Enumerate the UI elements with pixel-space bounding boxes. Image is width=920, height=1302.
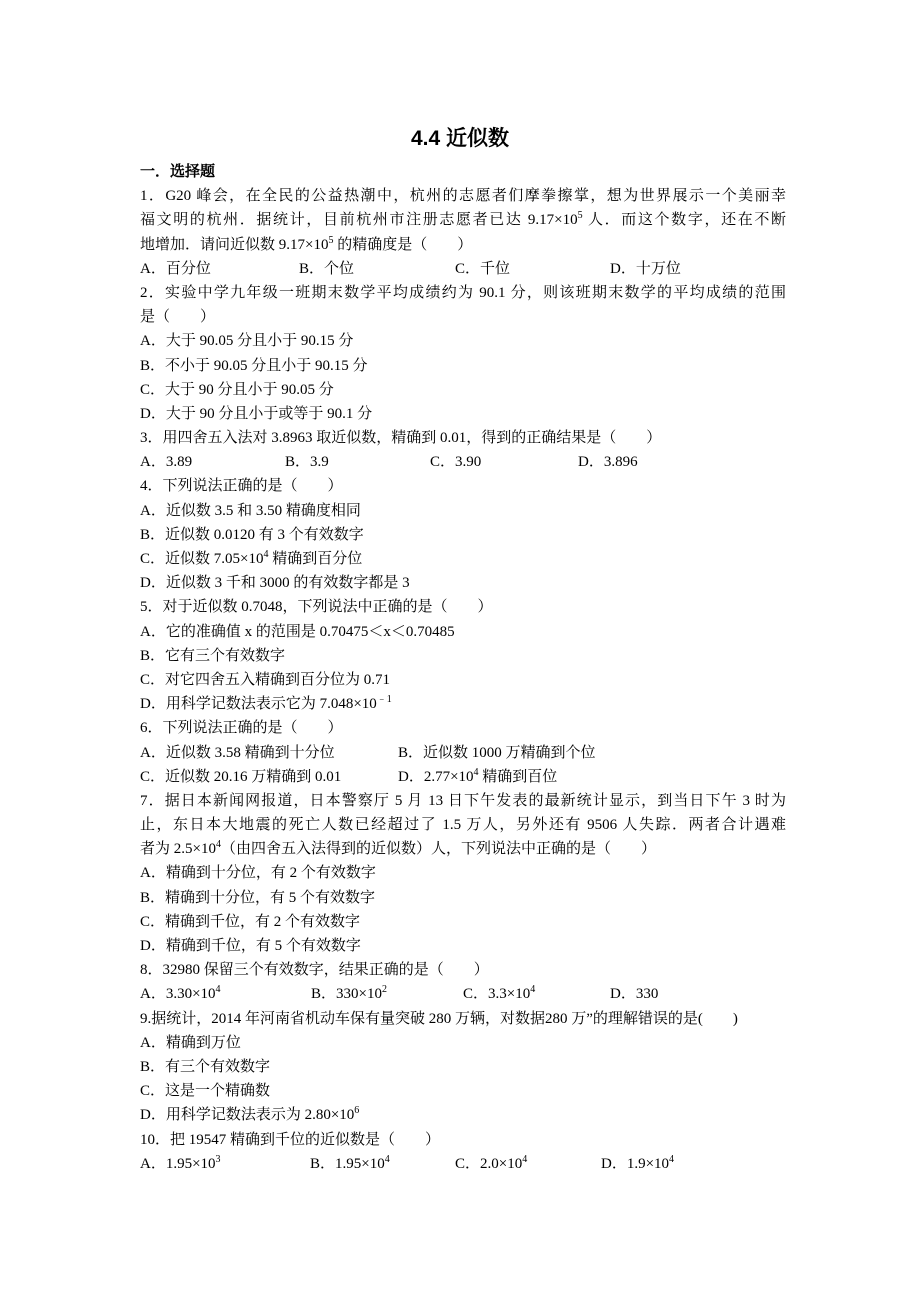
- options-row: [140, 1152, 786, 1176]
- options-row: [140, 741, 786, 765]
- answer-option[interactable]: C．大于 90 分且小于 90.05 分: [140, 381, 334, 398]
- page-title: 4.4 近似数: [410, 127, 510, 150]
- answer-option[interactable]: A．近似数 3.5 和 3.50 精确度相同: [140, 502, 361, 519]
- answer-option[interactable]: A．它的准确值 x 的范围是 0.70475＜x＜0.70485: [140, 623, 455, 640]
- answer-option[interactable]: A．3.89: [140, 454, 193, 471]
- question-stem-line: 5．对于近似数 0.7048，下列说法中正确的是（ ）: [140, 599, 493, 616]
- options-row: [140, 450, 786, 474]
- question-7: [140, 789, 786, 958]
- answer-option[interactable]: C．$2.0\times 10^4$: [455, 1153, 528, 1172]
- answer-option[interactable]: C．近似数 20.16 万精确到 0.01: [140, 768, 342, 785]
- question-4: [140, 474, 786, 595]
- answer-option[interactable]: C．千位: [455, 260, 511, 277]
- superscript: 5: [577, 210, 583, 222]
- answer-option[interactable]: C．精确到千位，有 2 个有效数字: [140, 913, 361, 930]
- answer-option[interactable]: A．精确到万位: [140, 1034, 241, 1051]
- options-row: [140, 765, 786, 789]
- section-heading: 一．选择题: [140, 164, 216, 180]
- question-stem-line: 8．32980 保留三个有效数字，结果正确的是（ ）: [140, 962, 489, 979]
- answer-option[interactable]: D．$2.77\times 10^4$ 精确到百位: [398, 766, 558, 785]
- question-stem-line: 是（ ）: [140, 309, 216, 326]
- answer-option[interactable]: C．$3.3\times 10^4$: [463, 984, 536, 1003]
- answer-option[interactable]: B．近似数 0.0120 有 3 个有效数字: [140, 526, 364, 543]
- question-10: [140, 1128, 786, 1176]
- answer-option[interactable]: B．精确到十分位，有 5 个有效数字: [140, 889, 376, 906]
- answer-option[interactable]: D．3.896: [578, 454, 638, 471]
- question-9: [140, 1007, 786, 1128]
- question-6: [140, 716, 786, 789]
- answer-option[interactable]: C．这是一个精确数: [140, 1083, 271, 1100]
- options-row: [140, 257, 786, 281]
- answer-option[interactable]: A．近似数 3.58 精确到十分位: [140, 744, 335, 761]
- answer-option[interactable]: D．330: [610, 986, 659, 1003]
- question-stem-line: 止，东日本大地震的死亡人数已经超过了 1.5 万人，另外还有 9506 人失踪．两者合计遇难: [140, 817, 786, 834]
- answer-option[interactable]: C．3.90: [430, 454, 482, 471]
- question-stem-line: 6．下列说法正确的是（ ）: [140, 720, 343, 737]
- answer-option[interactable]: C．近似数 $7.05\times 10^4$ 精确到百分位: [140, 549, 363, 567]
- answer-option[interactable]: D．精确到千位，有 5 个有效数字: [140, 938, 361, 954]
- superscript: 5: [328, 234, 334, 246]
- answer-option[interactable]: D．近似数 3 千和 3000 的有效数字都是 3: [140, 575, 410, 592]
- question-stem-line: 者为 $2.5\times 10^4$（由四舍五入法得到的近似数）人，下列说法中正确的是（ ）: [140, 839, 656, 858]
- question-stem-line: 10．把 19547 精确到千位的近似数是（ ）: [140, 1131, 441, 1148]
- question-stem-line: 地增加．请问近似数 $9.17\times 10^5$ 的精确度是（ ）: [140, 234, 473, 253]
- question-stem-line: 3．用四舍五入法对 3.8963 取近似数，精确到 0.01，得到的正确结果是（ ）: [140, 430, 662, 447]
- answer-option[interactable]: B．近似数 1000 万精确到个位: [398, 744, 596, 761]
- superscript: 3: [215, 1153, 221, 1165]
- answer-option[interactable]: D．用科学记数法表示为 $2.80\times 10^6$: [140, 1105, 360, 1124]
- answer-option[interactable]: D．大于 90 分且小于或等于 90.1 分: [140, 405, 373, 422]
- answer-option[interactable]: D．$1.9\times 10^4$: [601, 1153, 675, 1172]
- superscript: 6: [354, 1105, 360, 1117]
- question-list: [140, 160, 786, 1176]
- question-stem-line: 福文明的杭州．据统计，目前杭州市注册志愿者已达 $9.17\times 10^5$ 人．而这个数字，还在不断: [140, 210, 786, 229]
- superscript: 4: [530, 984, 536, 996]
- superscript: 4: [669, 1153, 675, 1165]
- superscript: 4: [263, 549, 269, 560]
- answer-option[interactable]: A．大于 90.05 分且小于 90.15 分: [140, 333, 354, 350]
- superscript: 4: [473, 766, 479, 778]
- superscript: ﹣1: [376, 694, 392, 706]
- answer-option[interactable]: A．$3.30\times 10^4$: [140, 984, 221, 1003]
- superscript: 2: [381, 984, 387, 996]
- answer-option[interactable]: B．3.9: [285, 454, 329, 471]
- superscript: 4: [522, 1153, 528, 1165]
- question-stem-line: 1．G20 峰会，在全民的公益热潮中，杭州的志愿者们摩拳擦掌，想为世界展示一个美丽幸: [140, 188, 786, 205]
- answer-option[interactable]: A．精确到十分位，有 2 个有效数字: [140, 865, 376, 882]
- question-8: [140, 958, 786, 1006]
- answer-option[interactable]: D．十万位: [610, 260, 681, 277]
- options-row: [140, 982, 786, 1006]
- question-stem-line: 7．据日本新闻网报道，日本警察厅 5 月 13 日下午发表的最新统计显示，到当日下午 3 时为: [140, 792, 786, 809]
- superscript: 4: [215, 984, 221, 996]
- question-stem-line: 9.据统计，2014 年河南省机动车保有量突破 280 万辆，对数据280 万”的理解错误的是( ): [140, 1010, 738, 1027]
- question-5: [140, 595, 786, 716]
- question-1: [140, 184, 786, 281]
- answer-option[interactable]: B．$1.95\times 10^4$: [310, 1153, 390, 1172]
- answer-option[interactable]: C．对它四舍五入精确到百分位为 0.71: [140, 671, 391, 688]
- answer-option[interactable]: B．$330\times 10^2$: [311, 984, 387, 1003]
- answer-option[interactable]: D．用科学记数法表示它为 $7.048\times 10^{﹣1}$: [140, 694, 392, 713]
- question-2: [140, 281, 786, 426]
- superscript: 4: [215, 839, 221, 851]
- answer-option[interactable]: A．百分位: [140, 260, 211, 277]
- answer-option[interactable]: B．它有三个有效数字: [140, 647, 286, 664]
- question-stem-line: 2．实验中学九年级一班期末数学平均成绩约为 90.1 分，则该班期末数学的平均成绩的范围: [140, 284, 786, 301]
- answer-option[interactable]: B．不小于 90.05 分且小于 90.15 分: [140, 357, 368, 374]
- question-stem-line: 4．下列说法正确的是（ ）: [140, 478, 343, 495]
- superscript: 4: [384, 1153, 390, 1165]
- answer-option[interactable]: A．$1.95\times 10^3$: [140, 1153, 221, 1172]
- question-3: [140, 426, 786, 474]
- answer-option[interactable]: B．有三个有效数字: [140, 1058, 271, 1075]
- answer-option[interactable]: B．个位: [299, 260, 355, 277]
